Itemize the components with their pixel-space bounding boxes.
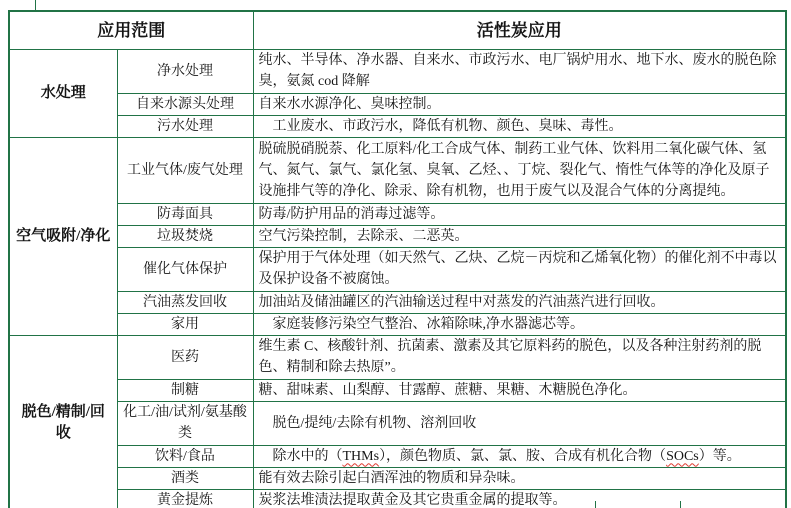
table-row: [9, 467, 786, 489]
subcategory-cell: 污水处理: [117, 115, 253, 137]
table-row: [9, 379, 786, 401]
table-fragment-below-right: [786, 501, 787, 508]
subcategory-cell: 制糖: [117, 379, 253, 401]
description-cell: 维生素 C、核酸针剂、抗菌素、激素及其它原料药的脱色，以及各种注射药剂的脱色、精制和除去热原”。: [253, 335, 786, 379]
description-cell: 保护用于气体处理（如天然气、乙炔、乙烷－丙烷和乙烯氧化物）的催化剂不中毒以及保护设备不被腐蚀。: [253, 247, 786, 291]
header-application-scope: 应用范围: [9, 11, 253, 49]
group-cell-air-purification: 空气吸附/净化: [9, 137, 117, 335]
description-cell: 脱色/提纯/去除有机物、溶剂回收: [253, 401, 786, 445]
subcategory-cell: 黄金提炼: [117, 489, 253, 508]
table-row: [9, 225, 786, 247]
table-fragment-below-mid2: [680, 501, 681, 508]
description-cell: 空气污染控制，去除汞、二恶英。: [253, 225, 786, 247]
description-cell: 家庭装修污染空气整治、冰箱除味,净水器滤芯等。: [253, 313, 786, 335]
spellcheck-term: THMs: [342, 448, 380, 464]
header-activated-carbon-usage: 活性炭应用: [253, 11, 786, 49]
table-row: [9, 291, 786, 313]
description-cell: 加油站及储油罐区的汽油输送过程中对蒸发的汽油蒸汽进行回收。: [253, 291, 786, 313]
description-text: 除水中的（: [258, 448, 343, 464]
group-cell-water-treatment: 水处理: [9, 49, 117, 137]
subcategory-cell: 催化气体保护: [117, 247, 253, 291]
subcategory-cell: 自来水源头处理: [117, 93, 253, 115]
description-cell: [253, 445, 786, 467]
table-row: [9, 115, 786, 137]
table-row: [9, 247, 786, 291]
table-row: [9, 203, 786, 225]
header-row: [9, 11, 786, 49]
table-row: [9, 49, 786, 93]
subcategory-cell: 饮料/食品: [117, 445, 253, 467]
description-cell: 糖、甜味素、山梨醇、甘露醇、蔗糖、果糖、木糖脱色净化。: [253, 379, 786, 401]
description-cell: 自来水水源净化、臭味控制。: [253, 93, 786, 115]
subcategory-cell: 家用: [117, 313, 253, 335]
subcategory-cell: 化工/油/试剂/氨基酸类: [117, 401, 253, 445]
table-row: [9, 445, 786, 467]
subcategory-cell: 医药: [117, 335, 253, 379]
table-row: [9, 313, 786, 335]
table-row: [9, 335, 786, 379]
description-cell: 脱硫脱硝脱萘、化工原料/化工合成气体、制药工业气体、饮料用二氧化碳气体、氢气、氮气、氯气、氯化氢、臭氧、乙烃、、丁烷、裂化气、惰性气体等的净化及原子设施排气等的净化、除汞、除有机物，也用于废气以及混合气体的分离提纯。: [253, 137, 786, 203]
description-cell: 防毒/防护用品的消毒过滤等。: [253, 203, 786, 225]
subcategory-cell: 汽油蒸发回收: [117, 291, 253, 313]
description-cell: 纯水、半导体、净水器、自来水、市政污水、电厂锅炉用水、地下水、废水的脱色除臭，氨氮 cod 降解: [253, 49, 786, 93]
description-text: ），颜色物质、氯、氯、胺、合成有机化合物（: [379, 448, 667, 464]
spellcheck-term: SOCs: [666, 448, 699, 464]
description-text: ）等。: [698, 448, 741, 464]
table-row: [9, 137, 786, 203]
description-cell: 能有效去除引起白酒浑浊的物质和异杂味。: [253, 467, 786, 489]
subcategory-cell: 工业气体/废气处理: [117, 137, 253, 203]
group-cell-decolor-refine-recovery: 脱色/精制/回收: [9, 335, 117, 508]
subcategory-cell: 酒类: [117, 467, 253, 489]
subcategory-cell: 垃圾焚烧: [117, 225, 253, 247]
table-fragment-above: [35, 0, 36, 10]
table-fragment-below-mid1: [595, 501, 596, 508]
description-cell: 炭浆法堆渍法提取黄金及其它贵重金属的提取等。: [253, 489, 786, 508]
applications-table: [8, 10, 787, 508]
table-row: [9, 93, 786, 115]
description-cell: 工业废水、市政污水，降低有机物、颜色、臭味、毒性。: [253, 115, 786, 137]
subcategory-cell: 防毒面具: [117, 203, 253, 225]
table-row: [9, 489, 786, 508]
table-fragment-below-left: [8, 502, 9, 508]
table-row: [9, 401, 786, 445]
subcategory-cell: 净水处理: [117, 49, 253, 93]
